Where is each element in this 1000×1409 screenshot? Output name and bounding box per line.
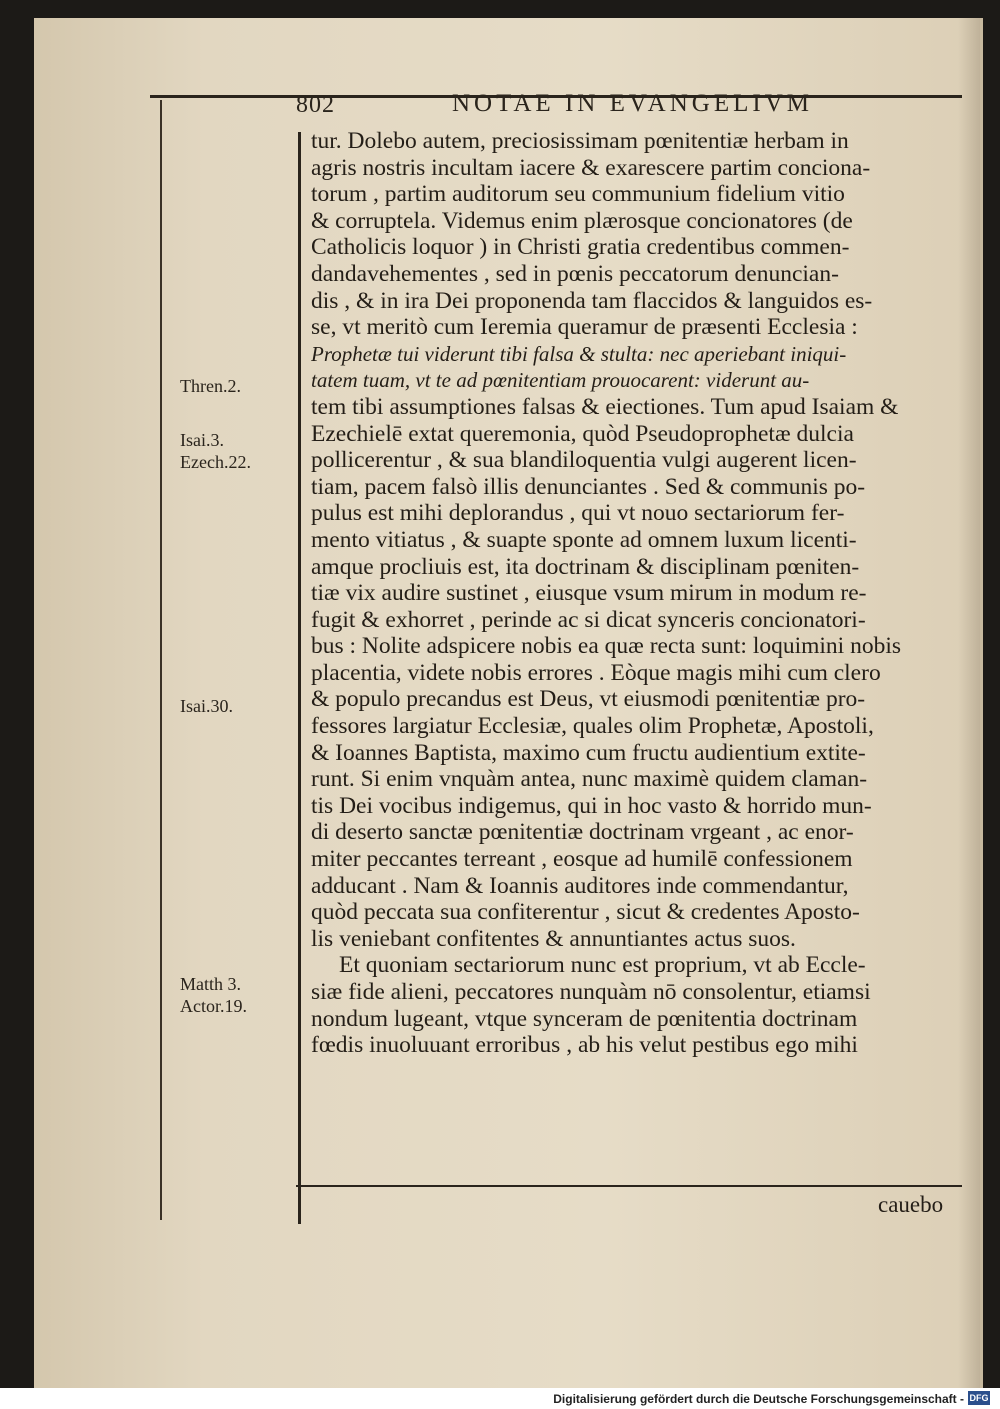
page-number: 802 [296, 92, 335, 118]
digitization-credit: Digitalisierung gefördert durch die Deutsche Forschungsgemeinschaft - [553, 1392, 964, 1406]
text-line: Catholicis loquor ) in Christi gratia credentibus commen- [311, 234, 850, 261]
text-line: tiam, pacem falsò illis denunciantes . Sed & communis po- [311, 473, 866, 500]
text-line: runt. Si enim vnquàm antea, nunc maximè quidem claman- [311, 766, 868, 793]
text-line: torum , partim auditorum seu communium fidelium vitio [311, 181, 845, 208]
text-line: dandavehementes , sed in pœnis peccatorum denuncian- [311, 260, 839, 287]
text-line: Et quoniam sectariorum nunc est proprium, vt ab Eccle- [339, 952, 866, 979]
inner-margin-rule [298, 132, 301, 1224]
text-line: & populo precandus est Deus, vt eiusmodi pœnitentiæ pro- [311, 686, 866, 713]
text-line: quòd peccata sua confiterentur , sicut & credentes Aposto- [311, 899, 860, 926]
margin-note-threnodies: Thren.2. [180, 376, 241, 396]
dfg-logo: DFG [969, 1393, 989, 1403]
text-line: miter peccantes terreant , eosque ad humilē confessionem [311, 846, 853, 873]
text-line: di deserto sanctæ pœnitentiæ doctrinam vrgeant , ac enor- [311, 819, 854, 846]
text-bottom-rule [296, 1185, 962, 1187]
running-head: NOTAE IN EVANGELIVM [452, 90, 813, 117]
text-line: mento vitiatus , & suapte sponte ad omnem luxum licenti- [311, 526, 857, 553]
text-line: placentia, videte nobis errores . Eòque magis mihi cum clero [311, 659, 881, 686]
text-line: siæ fide alieni, peccatores nunquàm nō consolentur, etiamsi [311, 979, 871, 1005]
main-text-block [311, 128, 963, 1059]
margin-note-acts-19: Actor.19. [180, 996, 247, 1016]
text-line: bus : Nolite adspicere nobis ea quæ recta sunt: loquimini nobis [311, 633, 902, 660]
text-line: lis veniebant confitentes & annuntiantes actus suos. [311, 925, 796, 952]
outer-margin-rule [160, 100, 162, 1220]
text-line: pulus est mihi deplorandus , qui vt nouo sectariorum fer- [311, 500, 845, 527]
text-line: & corruptela. Videmus enim plærosque concionatores (de [311, 207, 853, 234]
margin-note-isaiah-3: Isai.3. [180, 430, 224, 450]
text-line: adducant . Nam & Ioannis auditores inde commendantur, [311, 872, 849, 899]
text-line: fœdis inuoluuant erroribus , ab his velut pestibus ego mihi [311, 1032, 858, 1059]
catchword: cauebo [878, 1192, 944, 1217]
text-line: & Ioannes Baptista, maximo cum fructu audientium extite- [311, 739, 866, 766]
text-line: pollicerentur , & sua blandiloquentia vulgi augerent licen- [311, 447, 857, 474]
margin-note-matthew-3: Matth 3. [180, 974, 241, 994]
text-line: se, vt meritò cum Ieremia queramur de præsenti Ecclesia : [311, 314, 858, 341]
margin-note-ezechiel-22: Ezech.22. [180, 452, 251, 472]
margin-note-isaiah-30: Isai.30. [180, 696, 233, 716]
text-line: Ezechielē extat queremonia, quòd Pseudoprophetæ dulcia [311, 420, 854, 447]
text-line: tur. Dolebo autem, preciosissimam pœnitentiæ herbam in [311, 128, 849, 154]
text-line: dis , & in ira Dei proponenda tam flaccidos & languidos es- [311, 287, 873, 314]
text-line: fessores largiatur Ecclesiæ, quales olim Prophetæ, Apostoli, [311, 713, 874, 740]
text-line: nondum lugeant, vtque synceram de pœnitentia doctrinam [311, 1005, 858, 1032]
text-line: agris nostris incultam iacere & exarescere partim conciona- [311, 154, 871, 181]
text-line: tiæ vix audire sustinet , eiusque vsum mirum in modum re- [311, 580, 867, 607]
text-line: tem tibi assumptiones falsas & eiectiones. Tum apud Isaiam & [311, 393, 899, 420]
text-line: amque procliuis est, ita doctrinam & disciplinam pœniten- [311, 553, 860, 580]
text-line-quotation: Prophetæ tui viderunt tibi falsa & stulta: nec aperiebant iniqui- [311, 341, 847, 366]
text-line: tis Dei vocibus indigemus, qui in hoc vasto & horrido mun- [311, 792, 872, 819]
text-line: fugit & exhorret , perinde ac si dicat synceris concionatori- [311, 606, 866, 633]
text-line-quotation: tatem tuam, vt te ad pœnitentiam prouocarent: viderunt au- [311, 368, 810, 393]
